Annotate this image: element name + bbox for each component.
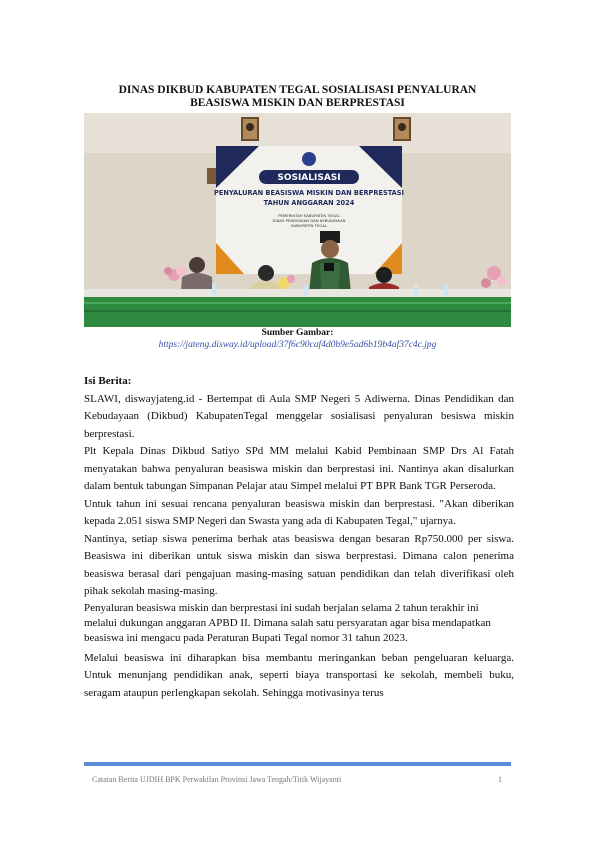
image-caption — [84, 327, 511, 351]
article-title — [80, 84, 515, 110]
image-source-link[interactable]: https://jateng.disway.id/upload/37f6c90caf4d0b9e5ad6b19b4af37c4c.jpg — [158, 340, 437, 350]
footer-note: Catatan Berita UJDIH BPK Perwakilan Provinsi Jawa Tengah/Titik Wijayanti — [92, 775, 342, 784]
paragraph-3: Untuk tahun ini sesuai rencana penyaluran beasiswa miskin dan berprestasi. "Akan diberikan kepada 2.051 siswa SMP Negeri dan Swasta yang ada di Kabupaten Tegal," ujarnya. — [84, 497, 514, 527]
title-line-2: BEASISWA MISKIN DAN BERPRESTASI — [190, 97, 405, 109]
banner-org-3: KABUPATEN TEGAL — [291, 223, 327, 228]
paragraph-2: Plt Kepala Dinas Dikbud Satiyo SPd MM melalui Kabid Pembinaan SMP Drs Al Fatah menyatakan bahwa penyaluran beasiswa miskin dan berprestasi ini. Nantinya akan disalurkan dalam bentuk tabungan Simpanan Pelajar atau Simpel melalui PT BPR Bank TGR Perseroda. — [84, 445, 514, 492]
event-photo — [84, 113, 511, 327]
article-body — [84, 373, 514, 702]
banner-org-1: PEMERINTAH KABUPATEN TEGAL — [278, 213, 340, 218]
footer-divider — [84, 762, 511, 766]
portrait-right-frame — [393, 117, 411, 141]
title-line-1: DINAS DIKBUD KABUPATEN TEGAL SOSIALISASI PENYALURAN — [118, 84, 477, 96]
banner-line-1: PENYALURAN BEASISWA MISKIN DAN BERPRESTASI — [214, 189, 404, 197]
portrait-left-frame — [241, 117, 259, 141]
banner-heading: SOSIALISASI — [277, 173, 341, 183]
section-heading: Isi Berita: — [84, 375, 132, 387]
page-number: 1 — [498, 775, 502, 784]
paragraph-1: SLAWI, diswayjateng.id - Bertempat di Aula SMP Negeri 5 Adiwerna. Dinas Pendidikan dan Kebudayaan (Dikbud) KabupatenTegal menggelar sosialisasi penyaluran besiswa miskin berprestasi. — [84, 392, 514, 440]
paragraph-4: Nantinya, setiap siswa penerima berhak atas beasiswa dengan besaran Rp750.000 per siswa. Beasiswa ini diberikan untuk siswa miskin dan siswa berprestasi. Dimana calon penerima beasiswa berasal dari pengajuan masing-masing satuan pendidikan dan telah diverifikasi oleh pihak sekolah masing-masing. — [84, 532, 514, 597]
paragraph-5: Penyaluran beasiswa miskin dan berprestasi ini sudah berjalan selama 2 tahun terakhir ini melalui dukungan anggaran APBD II. Dimana salah satu persyaratan agar bisa mendapatkan beasiswa ini mengacu pada Peraturan Bupati Tegal nomor 31 tahun 2023. — [84, 601, 491, 644]
banner-line-2: TAHUN ANGGARAN 2024 — [263, 199, 355, 207]
event-photo-illustration — [84, 113, 511, 327]
image-source-label: Sumber Gambar: — [261, 328, 334, 338]
banner-org-2: DINAS PENDIDIKAN DAN KEBUDAYAAN — [272, 218, 346, 223]
district-emblem-icon — [302, 152, 316, 166]
paragraph-6: Melalui beasiswa ini diharapkan bisa membantu meringankan beban pengeluaran keluarga. Untuk menunjang pendidikan anak, seperti biaya transportasi ke sekolah, membeli buku, seragam ataupun perlengkapan sekolah. Sehingga motivasinya terus — [84, 651, 514, 699]
event-banner — [214, 146, 404, 274]
